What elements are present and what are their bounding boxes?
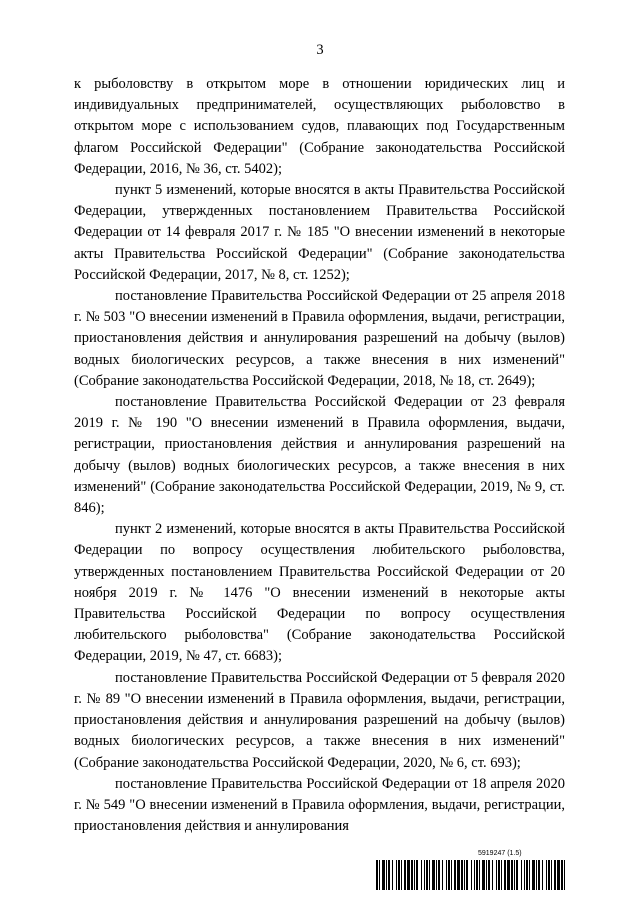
document-body (74, 74, 565, 837)
paragraph-continuation: к рыболовству в открытом море в отношении юридических лиц и индивидуальных предпринимателей, осуществляющих рыболовство в открытом море с использованием судов, плавающих под Государственным флагом Российской Федерации" (Собрание законодательства Российской Федерации, 2016, № 36, ст. 5402); (74, 76, 565, 177)
paragraph: постановление Правительства Российской Федерации от 25 апреля 2018 г. № 503 "О внесении изменений в Правила оформления, выдачи, регистрации, приостановления действия и аннулирования разрешений на добычу (вылов) водных биологических ресурсов, а также внесения в них изменений" (Собрание законодательства Российской Федерации, 2018, № 18, ст. 2649); (74, 288, 565, 389)
paragraph: постановление Правительства Российской Федерации от 18 апреля 2020 г. № 549 "О внесении изменений в Правила оформления, выдачи, регистрации, приостановления действия и аннулирования (74, 775, 565, 835)
paragraph: пункт 2 изменений, которые вносятся в акты Правительства Российской Федерации по вопросу осуществления любительского рыболовства, утвержденных постановлением Правительства Российской Федерации от 20 ноября 2019 г. № 1476 "О внесении изменений в некоторые акты Правительства Российской Федерации по вопросу осуществления любительского рыболовства" (Собрание законодательства Российской Федерации, 2019, № 47, ст. 6683); (74, 521, 565, 665)
barcode (376, 860, 566, 890)
barcode-code: 5919247 (1.5) (478, 850, 522, 857)
page-number: 3 (316, 42, 324, 58)
paragraph: постановление Правительства Российской Федерации от 5 февраля 2020 г. № 89 "О внесении изменений в Правила оформления, выдачи, регистрации, приостановления действия и аннулирования разрешений на добычу (вылов) водных биологических ресурсов, а также внесения в них изменений" (Собрание законодательства Российской Федерации, 2020, № 6, ст. 693); (74, 669, 565, 771)
paragraph: пункт 5 изменений, которые вносятся в акты Правительства Российской Федерации, утвержденных постановлением Правительства Российской Федерации от 14 февраля 2017 г. № 185 "О внесении изменений в некоторые акты Правительства Российской Федерации" (Собрание законодательства Российской Федерации, 2017, № 8, ст. 1252); (74, 182, 565, 283)
paragraph: постановление Правительства Российской Федерации от 23 февраля 2019 г. № 190 "О внесении изменений в Правила оформления, выдачи, регистрации, приостановления действия и аннулирования разрешений на добычу (вылов) водных биологических ресурсов, а также внесения в них изменений" (Собрание законодательства Российской Федерации, 2019, № 9, ст. 846); (74, 394, 565, 517)
